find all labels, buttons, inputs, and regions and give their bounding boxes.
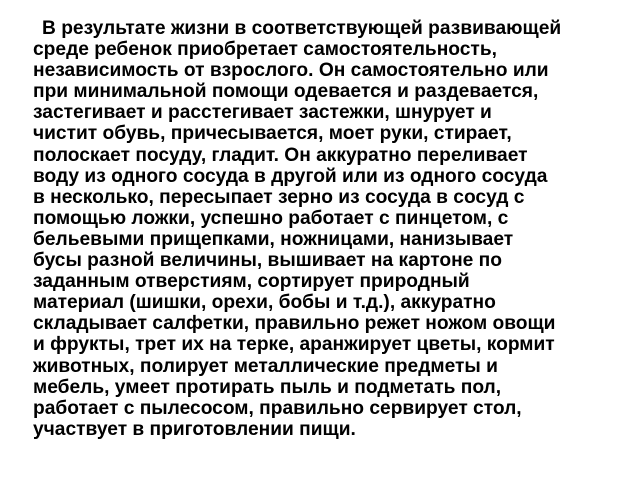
paragraph-line: бусы разной величины, вышивает на картоне по bbox=[33, 250, 502, 272]
paragraph-line: В результате жизни в соответствующей развивающей bbox=[42, 18, 562, 39]
main-paragraph bbox=[33, 18, 618, 440]
paragraph-line: полоскает посуду, гладит. Он аккуратно переливает bbox=[33, 144, 528, 166]
paragraph-line: чистит обувь, причесывается, моет руки, стирает, bbox=[33, 123, 512, 145]
paragraph-line: и фрукты, трет их на терке, аранжирует цветы, кормит bbox=[33, 334, 555, 356]
paragraph-line: независимость от взрослого. Он самостоятельно или bbox=[33, 60, 549, 82]
paragraph-line: складывает салфетки, правильно режет ножом овощи bbox=[33, 313, 556, 335]
paragraph-line: животных, полирует металлические предметы и bbox=[33, 355, 498, 377]
paragraph-line: работает с пылесосом, правильно сервирует стол, bbox=[33, 397, 522, 419]
paragraph-line: мебель, умеет протирать пыль и подметать пол, bbox=[33, 376, 502, 398]
paragraph-line: материал (шишки, орехи, бобы и т.д.), аккуратно bbox=[33, 292, 496, 314]
paragraph-line: воду из одного сосуда в другой или из одного сосуда bbox=[33, 165, 548, 187]
paragraph-line: при минимальной помощи одевается и раздевается, bbox=[33, 81, 539, 103]
paragraph-line: в несколько, пересыпает зерно из сосуда в сосуд с bbox=[33, 186, 525, 208]
paragraph-line: застегивает и расстегивает застежки, шнурует и bbox=[33, 102, 492, 124]
paragraph-line: бельевыми прищепками, ножницами, нанизывает bbox=[33, 228, 514, 250]
paragraph-line: заданным отверстиям, сортирует природный bbox=[33, 271, 470, 293]
paragraph-line: среде ребенок приобретает самостоятельность, bbox=[33, 39, 497, 61]
paragraph-line: помощью ложки, успешно работает с пинцетом, с bbox=[33, 207, 509, 229]
paragraph-line: участвует в приготовлении пищи. bbox=[33, 418, 356, 440]
